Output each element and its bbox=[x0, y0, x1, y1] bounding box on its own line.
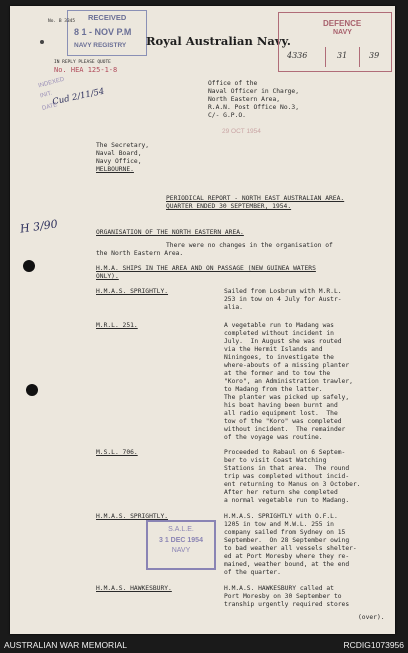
defence-divider-1 bbox=[325, 47, 326, 67]
ship-name: M.R.L. 251. bbox=[96, 322, 138, 329]
no-label: No. B 3345 bbox=[48, 19, 76, 24]
pin-hole bbox=[40, 40, 44, 44]
recipient-line: Navy Office, bbox=[96, 158, 142, 165]
entry-line: tranship urgently required stores bbox=[224, 601, 350, 608]
indexed-line3: DATE bbox=[41, 102, 59, 112]
ship-name: H.M.A.S. SPRIGHTLY. bbox=[96, 288, 169, 295]
entry-line: of the voyage was routine. bbox=[224, 434, 323, 441]
defence-number-1: 4336 bbox=[287, 51, 308, 60]
sale-stamp-line2: 3 1 DEC 1954 bbox=[159, 537, 203, 544]
entry-line: tow of the "Koro" was completed bbox=[224, 418, 342, 425]
letterhead-title: Royal Australian Navy. bbox=[146, 34, 291, 48]
entry-line: to Madang from the latter. bbox=[224, 386, 323, 393]
defence-stamp-line2: NAVY bbox=[333, 29, 352, 36]
entry-line: all radio equipment lost. The bbox=[224, 410, 338, 417]
entry-line: alia. bbox=[224, 304, 243, 311]
footer-id: RCDIG1073956 bbox=[343, 640, 404, 650]
received-stamp-line2: 8 1 - NOV P.M bbox=[74, 27, 132, 37]
entry-line: ber to visit Coast Watching bbox=[224, 457, 327, 464]
received-stamp-line3: NAVY REGISTRY bbox=[74, 42, 127, 49]
entry-line: ed at Port Moresby where they re- bbox=[224, 553, 350, 560]
defence-number-2: 31 bbox=[337, 51, 348, 60]
entry-line: H.M.A.S. SPRIGHTLY with O.F.L. bbox=[224, 513, 338, 520]
document-page bbox=[10, 6, 395, 634]
entry-line: without incident. The remainder bbox=[224, 426, 346, 433]
section-title-organisation: ORGANISATION OF THE NORTH EASTERN AREA. bbox=[96, 229, 244, 236]
entry-line: Sailed from Losbrum with M.R.L. bbox=[224, 288, 342, 295]
entry-line: at the former and to tow the bbox=[224, 370, 331, 377]
sale-stamp bbox=[146, 520, 216, 570]
sale-stamp-line3: NAVY bbox=[171, 547, 191, 554]
report-heading-line1: PERIODICAL REPORT - NORTH EAST AUSTRALIAN AREA. bbox=[166, 195, 345, 202]
date-stamp: 29 OCT 1954 bbox=[222, 128, 261, 135]
reply-number: No. HEA 125-1-8 bbox=[54, 66, 118, 74]
entry-line: H.M.A.S. HAWKESBURY called at bbox=[224, 585, 334, 592]
entry-line: via the Hermit Islands and bbox=[224, 346, 323, 353]
entry-line: his boat having been burnt and bbox=[224, 402, 338, 409]
entry-line: July. In August she was routed bbox=[224, 338, 342, 345]
sender-line: Office of the bbox=[208, 80, 258, 87]
entry-line: trip was completed without incid- bbox=[224, 473, 350, 480]
section-title-ships: H.M.A. SHIPS IN THE AREA AND ON PASSAGE (NEW GUINEA WATERS bbox=[96, 265, 316, 272]
entry-line: Stations in that area. The round bbox=[224, 465, 350, 472]
indexed-line2: INIT. bbox=[39, 90, 53, 100]
entry-line: completed without incident in bbox=[224, 330, 334, 337]
received-stamp bbox=[67, 10, 147, 56]
entry-line: mained, weather bound, at the end bbox=[224, 561, 350, 568]
entry-line: The planter was picked up safely, bbox=[224, 394, 350, 401]
entry-line: Proceeded to Rabaul on 6 Septem- bbox=[224, 449, 346, 456]
punch-hole-bottom bbox=[26, 384, 38, 396]
entry-line: A vegetable run to Madang was bbox=[224, 322, 334, 329]
recipient-line: MELBOURNE. bbox=[96, 166, 134, 173]
entry-line: 1205 in tow and M.W.L. 255 in bbox=[224, 521, 334, 528]
section-body-line: There were no changes in the organisation of bbox=[166, 242, 333, 249]
entry-line: of the quarter. bbox=[224, 569, 281, 576]
over-note: (over). bbox=[358, 614, 385, 621]
entry-line: "Koro", an Administration trawler, bbox=[224, 378, 353, 385]
section-title-ships-cont: ONLY). bbox=[96, 273, 119, 280]
entry-line: Niningoes, to investigate the bbox=[224, 354, 334, 361]
received-stamp-line1: RECEIVED bbox=[88, 13, 127, 22]
report-heading-line2: QUARTER ENDED 30 SEPTEMBER, 1954. bbox=[166, 203, 292, 210]
entry-line: a normal vegetable run to Madang. bbox=[224, 497, 350, 504]
section-body-line: the North Eastern Area. bbox=[96, 250, 184, 257]
entry-line: After her return she completed bbox=[224, 489, 338, 496]
entry-line: Port Moresby on 30 September to bbox=[224, 593, 342, 600]
sender-line: C/- G.P.O. bbox=[208, 112, 246, 119]
indexed-line1: INDEXED bbox=[37, 76, 65, 90]
defence-divider-2 bbox=[359, 47, 360, 67]
recipient-line: The Secretary, bbox=[96, 142, 150, 149]
entry-line: 253 in tow on 4 July for Austr- bbox=[224, 296, 342, 303]
defence-registry-stamp bbox=[278, 12, 392, 72]
reply-label: IN REPLY PLEASE QUOTE bbox=[54, 60, 111, 65]
ship-name: H.M.A.S. SPRIGHTLY. bbox=[96, 513, 169, 520]
indexed-handwriting: Cud 2/11/54 bbox=[51, 86, 106, 108]
entry-line: ent returning to Manus on 3 October. bbox=[224, 481, 361, 488]
punch-hole-top bbox=[23, 260, 35, 272]
sender-line: Naval Officer in Charge, bbox=[208, 88, 299, 95]
ship-name: H.M.A.S. HAWKESBURY. bbox=[96, 585, 172, 592]
entry-line: September. On 28 September owing bbox=[224, 537, 350, 544]
sale-stamp-line1: S.A.L.E. bbox=[168, 526, 194, 533]
entry-line: to bad weather all vessels shelter- bbox=[224, 545, 357, 552]
recipient-line: Naval Board, bbox=[96, 150, 142, 157]
sender-line: R.A.N. Post Office No.3, bbox=[208, 104, 299, 111]
defence-stamp-line1: DEFENCE bbox=[323, 19, 362, 28]
footer-source: AUSTRALIAN WAR MEMORIAL bbox=[4, 640, 127, 650]
ship-name: M.S.L. 706. bbox=[96, 449, 138, 456]
defence-number-3: 39 bbox=[369, 51, 380, 60]
archive-footer bbox=[0, 638, 408, 653]
sender-line: North Eastern Area, bbox=[208, 96, 281, 103]
entry-line: where-abouts of a missing planter bbox=[224, 362, 350, 369]
margin-handwriting: H 3/90 bbox=[19, 217, 59, 236]
entry-line: company sailed from Sydney on 15 bbox=[224, 529, 346, 536]
